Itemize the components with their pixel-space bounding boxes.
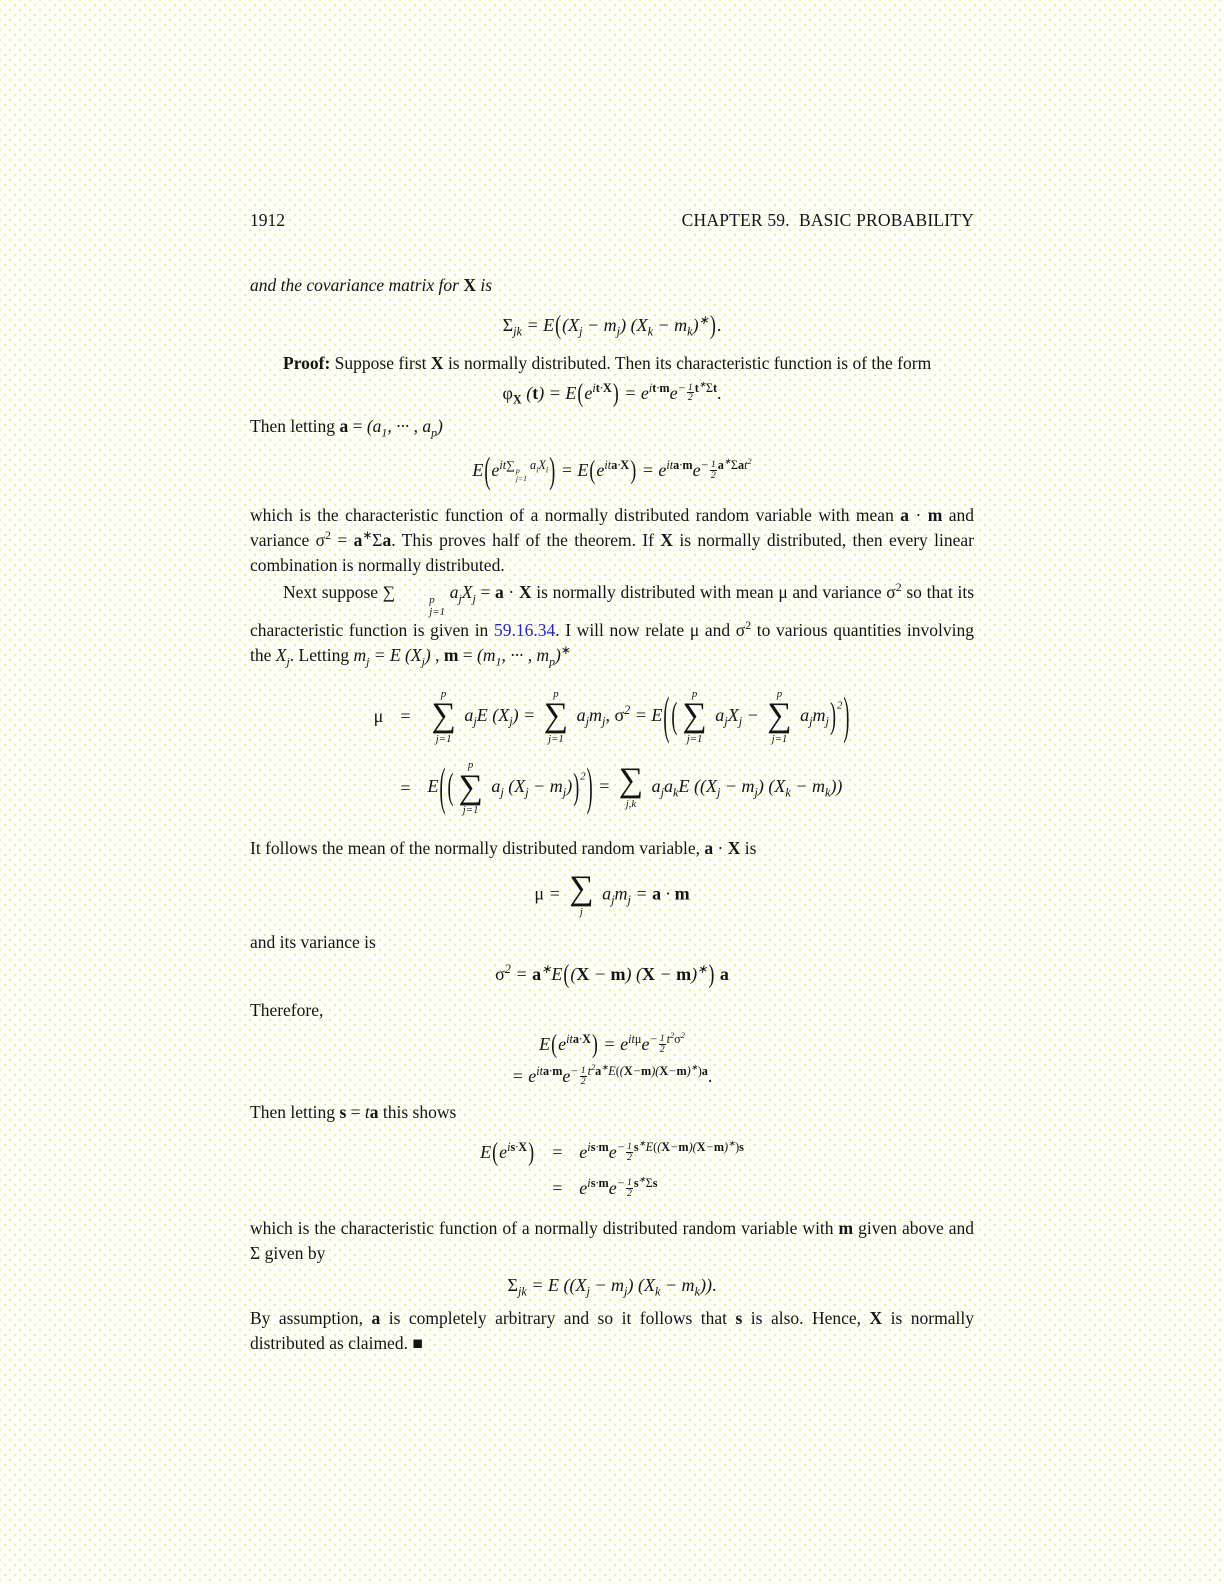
eq-mean: μ = ∑ j $a_jm_j = a \cdot m$ bbox=[534, 870, 690, 918]
ref-link-59-16-34[interactable]: 59.16.34 bbox=[493, 619, 556, 640]
equals-sign: = bbox=[551, 1141, 564, 1162]
page-header bbox=[250, 210, 974, 231]
by-assumption-paragraph: By assumption, a is completely arbitrary and so it follows that s is also. Hence, X is normally distributed as claimed. ■ bbox=[250, 1308, 974, 1354]
eq-covariance-matrix: $\Sigma_{jk} = E((X_j - m_j) (X_k - m_k)^∗)$. bbox=[502, 310, 722, 340]
eq-linear-combination: $E(e^{it\sum p j=1 a_iX_i}) = E(e^{ita\cdot X}) = e^{ita\cdot m}e^{- \frac{1}{2} a^∗\Sigma at^2}$ bbox=[472, 449, 752, 491]
equals-sign: = bbox=[551, 1178, 564, 1199]
eq-s-lhs: $E(e^{is\cdot X})$ bbox=[480, 1137, 535, 1167]
eq-characteristic-function: $\varphi_X$ $(t) = E(e^{it\cdot X}) = e^{it\cdot m}e^{- \frac{1}{2} t^∗\Sigma t}$. bbox=[502, 378, 722, 407]
intro-line: and the covariance matrix for X is bbox=[250, 275, 493, 295]
eq-covariance-matrix-2: $\Sigma_{jk} = E$ $((X_j - m_j) (X_k - m_k))$. bbox=[507, 1274, 717, 1299]
next-suppose-paragraph: Next suppose ∑ p j=1 $a_jX_j = a \cdot X$ is normally distributed with mean μ and variance $\sigma^2$ so that its characteristic function is given in 59.16.34. I will now relate μ and $\sigma^2$ to various quantities involving the $X_j$. Letting $m_j = E$ $(X_j)$ , $m = (m_1$, ··· , $m_p)^∗$ bbox=[250, 579, 975, 669]
eq-s-row1: $e^{is\cdot m}e^{- \frac{1}{2} s^∗E((X-m)(X-m)^∗)s}$ bbox=[579, 1138, 744, 1163]
therefore-line: Therefore, bbox=[250, 999, 324, 1020]
which-is-characteristic-1: which is the characteristic function of a normally distributed random variable with mean a · m and variance $\sigma^2 = a^∗\Sigma a$. This proves half of the theorem. If X is normally distributed, then every linear combination is normally distributed. bbox=[250, 504, 974, 575]
eq-s-aligned bbox=[250, 1137, 974, 1200]
equals-sign: = bbox=[399, 706, 412, 727]
eq-mu-row2: E( ( p ∑ j=1 $a_j$ $(X_j - m_j))^2$) = ∑ j,k $a_ja_kE$ $((X_j - m_j) (X_k - m_k))$ bbox=[427, 756, 843, 817]
eq-mu-lhs: μ bbox=[373, 706, 384, 727]
eq-therefore-row1: $E(e^{ita\cdot X}) = e^{it\mu}e^{- \frac{1}{2} t^2\sigma^2}$ bbox=[539, 1029, 685, 1059]
eq-mu-sigma-aligned bbox=[250, 685, 974, 817]
eq-therefore bbox=[250, 1029, 974, 1088]
which-is-characteristic-2: which is the characteristic function of a normally distributed random variable with m given above and Σ given by bbox=[250, 1217, 974, 1263]
eq-therefore-row2: = $e^{ita\cdot m}e^{- \frac{1}{2} t^2a^∗E((X-m)(X-m)^∗)a}$. bbox=[511, 1063, 713, 1088]
it-follows-line: It follows the mean of the normally distributed random variable, a · X is bbox=[250, 838, 757, 859]
variance-is-line: and its variance is bbox=[250, 932, 376, 953]
eq-s-row2: $e^{is\cdot m}e^{- \frac{1}{2} s^∗\Sigma s}$ bbox=[579, 1175, 658, 1200]
letting-a-line: Then letting $a = (a_1$, ··· , $a_p$) bbox=[250, 416, 443, 440]
page-number: 1912 bbox=[250, 210, 285, 230]
proof-paragraph: Proof: Suppose first X is normally distributed. Then its characteristic function is of the form bbox=[283, 352, 932, 373]
qed-square: ■ bbox=[412, 1333, 423, 1354]
chapter-title: CHAPTER 59. BASIC PROBABILITY bbox=[681, 210, 974, 230]
eq-mu-row1: p ∑ j=1 $a_jE$ $(X_j)$ = p ∑ j=1 $a_jm_j$, $\sigma^2 = E$( ( p ∑ j=1 $a_jX_j$ − p ∑ j=1 $a_jm_j)^2$) bbox=[431, 685, 850, 745]
eq-variance: $\sigma^2 = a^∗E((X - m) (X - m)^∗)$ a bbox=[495, 959, 729, 989]
equals-sign: = bbox=[399, 777, 412, 798]
letting-s-line: Then letting s = ta this shows bbox=[250, 1101, 457, 1122]
